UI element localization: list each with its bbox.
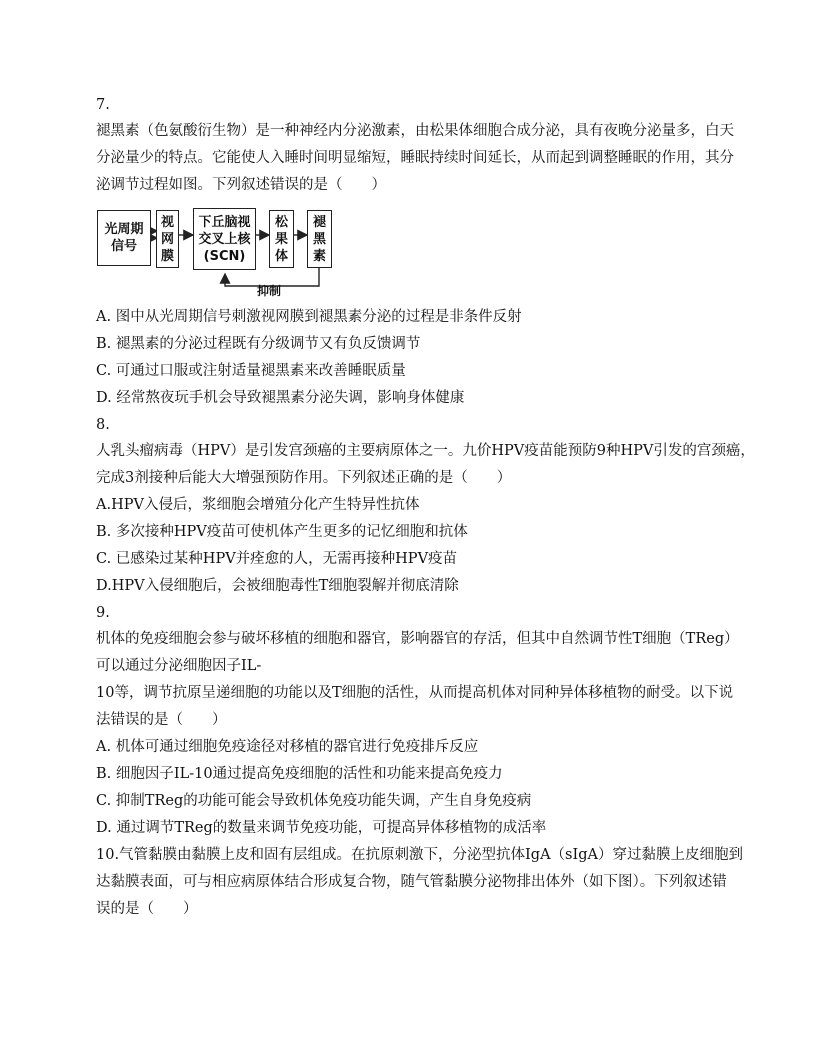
question-7-stem-line-1: 褪黑素（色氨酸衍生物）是一种神经内分泌激素，由松果体细胞合成分泌，具有夜晚分泌量多，白天 <box>96 123 734 139</box>
question-8-number: 8. <box>96 417 110 433</box>
question-9-stem-line-3: 10等，调节抗原呈递细胞的功能以及T细胞的活性，从而提高机体对同种异体移植物的耐受。以下说 <box>96 685 734 701</box>
question-9-stem-line-2: 可以通过分泌细胞因子IL- <box>96 658 262 674</box>
question-9-option-c: C. 抑制TReg的功能可能会导致机体免疫功能失调，产生自身免疫病 <box>96 793 532 809</box>
question-10-stem-line-2: 达黏膜表面，可与相应病原体结合形成复合物，随气管黏膜分泌物排出体外（如下图）。下列叙述错 <box>96 874 727 890</box>
box-pineal: 松 果 体 <box>269 210 294 268</box>
box-scn: 下丘脑视 交叉上核 (SCN) <box>193 208 256 270</box>
question-7-option-d: D. 经常熬夜玩手机会导致褪黑素分泌失调，影响身体健康 <box>96 390 465 406</box>
box-retina: 视 网 膜 <box>156 210 179 268</box>
question-9-option-b: B. 细胞因子IL-10通过提高免疫细胞的活性和功能来提高免疫力 <box>96 766 503 782</box>
question-8-stem-line-2: 完成3剂接种后能大大增强预防作用。下列叙述正确的是（ ） <box>96 470 512 486</box>
question-7-stem-line-3: 泌调节过程如图。下列叙述错误的是（ ） <box>96 177 386 193</box>
question-9-stem-line-4: 法错误的是（ ） <box>96 712 227 728</box>
question-8-stem-line-1: 人乳头瘤病毒（HPV）是引发宫颈癌的主要病原体之一。九价HPV疫苗能预防9种HPV引发的宫颈癌， <box>96 443 755 459</box>
question-8-option-c: C. 已感染过某种HPV并痊愈的人，无需再接种HPV疫苗 <box>96 551 458 567</box>
question-9-option-a: A. 机体可通过细胞免疫途径对移植的器官进行免疫排斥反应 <box>96 739 479 755</box>
question-9-number: 9. <box>96 605 110 621</box>
question-7-option-b: B. 褪黑素的分泌过程既有分级调节又有负反馈调节 <box>96 336 421 352</box>
melatonin-regulation-diagram <box>97 202 357 298</box>
question-9-option-d: D. 通过调节TReg的数量来调节免疫功能，可提高异体移植物的成活率 <box>96 820 547 836</box>
question-8-option-d: D.HPV入侵细胞后，会被细胞毒性T细胞裂解并彻底清除 <box>96 578 459 594</box>
question-7-number: 7. <box>96 97 110 113</box>
question-9-stem-line-1: 机体的免疫细胞会参与破坏移植的细胞和器官，影响器官的存活，但其中自然调节性T细胞（TReg） <box>96 631 739 647</box>
box-light-signal: 光周期 信号 <box>97 210 151 266</box>
question-7-option-c: C. 可通过口服或注射适量褪黑素来改善睡眠质量 <box>96 363 406 379</box>
question-7-stem-line-2: 分泌量少的特点。它能使人入睡时间明显缩短，睡眠持续时间延长，从而起到调整睡眠的作用，其分 <box>96 150 734 166</box>
exam-page <box>96 92 755 923</box>
box-melatonin: 褪 黑 素 <box>307 210 332 268</box>
question-10-stem-line-3: 误的是（ ） <box>96 901 198 917</box>
question-10-stem-line-1: 10.气管黏膜由黏膜上皮和固有层组成。在抗原刺激下，分泌型抗体IgA（sIgA）穿过黏膜上皮细胞到 <box>96 847 743 863</box>
question-8-option-b: B. 多次接种HPV疫苗可使机体产生更多的记忆细胞和抗体 <box>96 524 468 540</box>
question-8-option-a: A.HPV入侵后，浆细胞会增殖分化产生特异性抗体 <box>96 497 420 513</box>
feedback-label: 抑制 <box>257 284 282 298</box>
question-7-option-a: A. 图中从光周期信号刺激视网膜到褪黑素分泌的过程是非条件反射 <box>96 309 522 325</box>
